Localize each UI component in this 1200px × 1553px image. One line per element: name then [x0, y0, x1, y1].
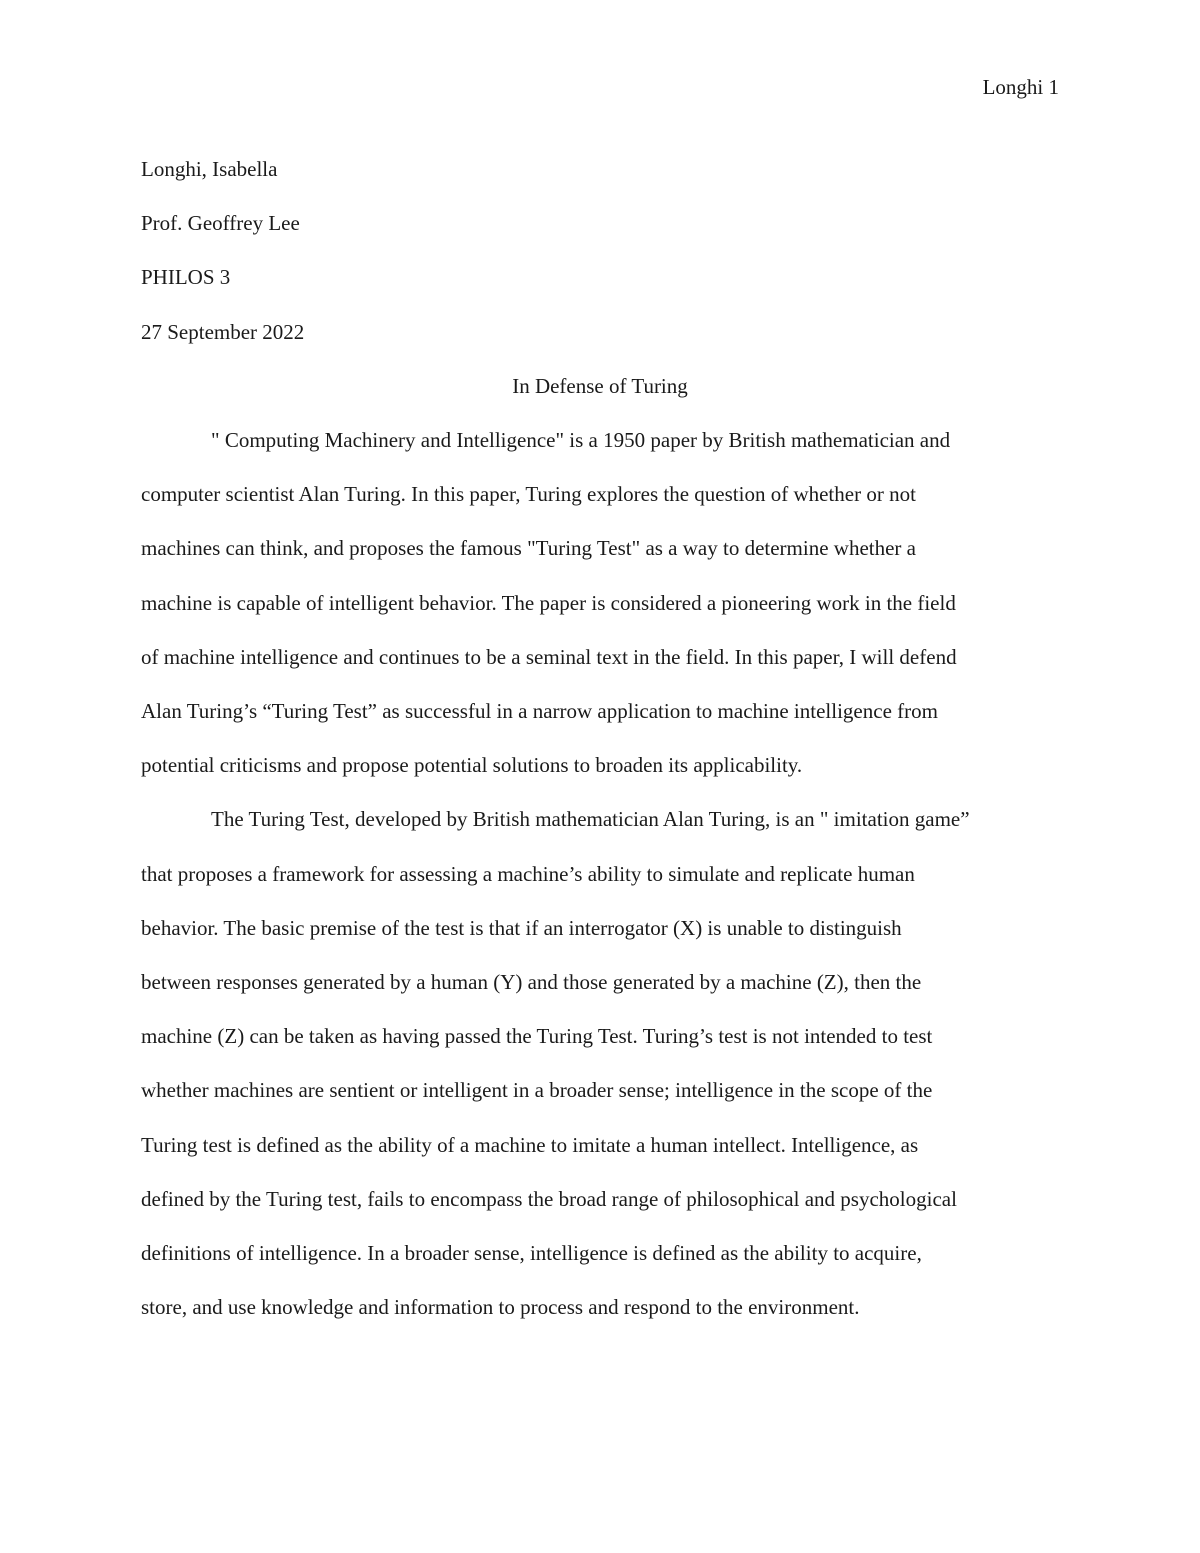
course-name: PHILOS 3 — [141, 265, 231, 290]
paragraph-2 — [141, 792, 1059, 1334]
paragraph-line: Turing test is defined as the ability of a machine to imitate a human intellect. Intelligence, as — [141, 1132, 919, 1157]
paragraph-line: whether machines are sentient or intelligent in a broader sense; intelligence in the scope of the — [141, 1078, 933, 1103]
document-title: In Defense of Turing — [512, 373, 688, 398]
paragraph-line: of machine intelligence and continues to be a seminal text in the field. In this paper, I will defend — [141, 644, 957, 669]
paragraph-line: Alan Turing’s “Turing Test” as successful in a narrow application to machine intelligence from — [141, 699, 938, 724]
paragraph-line: store, and use knowledge and information to process and respond to the environment. — [141, 1295, 860, 1320]
paragraph-line: definitions of intelligence. In a broader sense, intelligence is defined as the ability to acquire, — [141, 1241, 922, 1266]
paragraph-line: between responses generated by a human (Y) and those generated by a machine (Z), then the — [141, 970, 922, 995]
paragraph-line: that proposes a framework for assessing a machine’s ability to simulate and replicate human — [141, 861, 915, 886]
author-name: Longhi, Isabella — [141, 157, 278, 181]
paragraph-line: machine (Z) can be taken as having passed the Turing Test. Turing’s test is not intended to test — [141, 1024, 933, 1049]
paragraph-line: The Turing Test, developed by British mathematician Alan Turing, is an " imitation game” — [211, 807, 970, 832]
professor-name: Prof. Geoffrey Lee — [141, 211, 300, 236]
paragraph-line: potential criticisms and propose potential solutions to broaden its applicability. — [141, 753, 803, 778]
paragraph-line: machine is capable of intelligent behavior. The paper is considered a pioneering work in the field — [141, 590, 956, 615]
paragraph-line: " Computing Machinery and Intelligence" is a 1950 paper by British mathematician and — [211, 428, 951, 453]
paragraph-line: computer scientist Alan Turing. In this paper, Turing explores the question of whether or not — [141, 482, 916, 507]
paragraph-1 — [141, 413, 1059, 792]
paragraph-line: defined by the Turing test, fails to encompass the broad range of philosophical and psychological — [141, 1186, 957, 1211]
paragraph-line: machines can think, and proposes the famous "Turing Test" as a way to determine whether a — [141, 536, 916, 561]
paragraph-line: behavior. The basic premise of the test is that if an interrogator (X) is unable to distinguish — [141, 915, 902, 940]
document-date: 27 September 2022 — [141, 319, 305, 344]
running-head: Longhi 1 — [982, 75, 1059, 99]
document-body — [141, 142, 1059, 1334]
